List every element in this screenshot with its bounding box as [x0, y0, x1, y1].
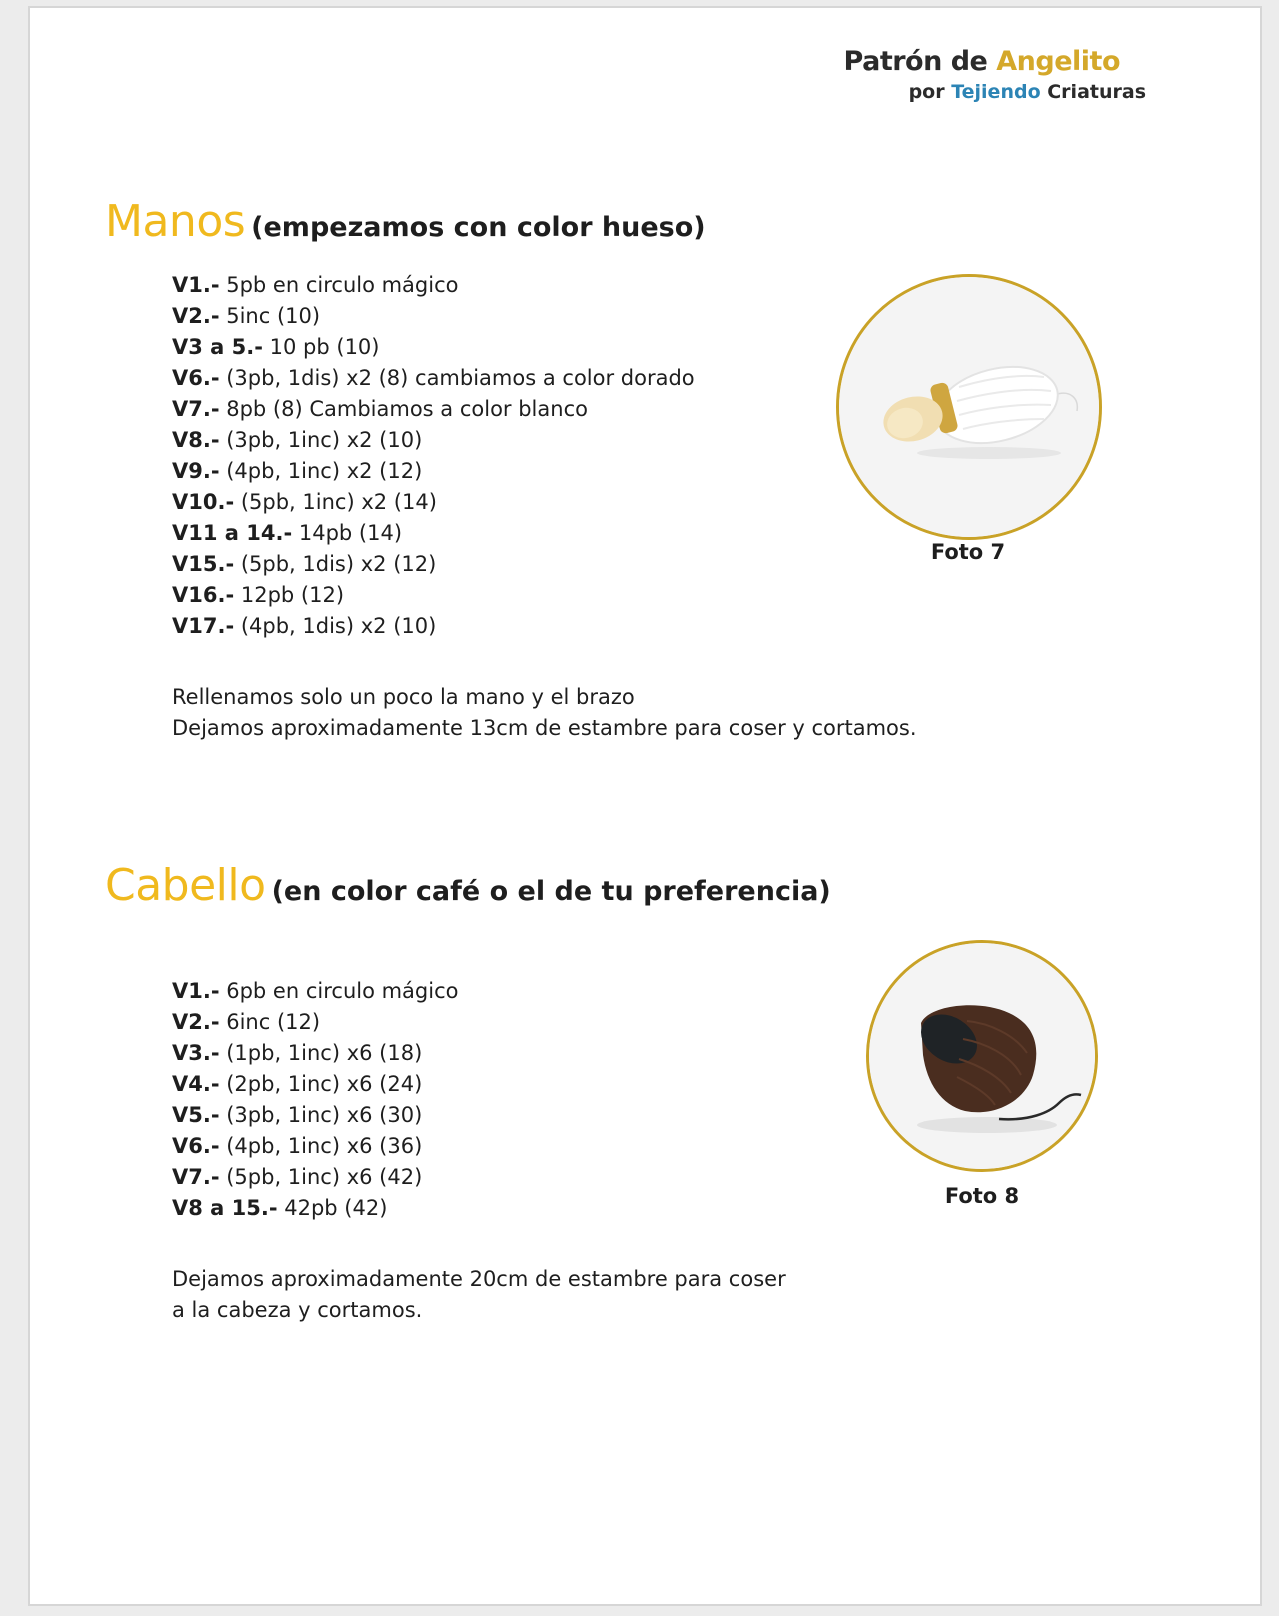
- note-line: Dejamos aproximadamente 13cm de estambre para coser y cortamos.: [172, 716, 917, 740]
- crochet-hand-image: [839, 277, 1099, 537]
- round-item: V8.- (3pb, 1inc) x2 (10): [172, 428, 423, 452]
- section-heading-cabello: [105, 860, 831, 911]
- round-item: V2.- 5inc (10): [172, 304, 321, 328]
- round-item: V9.- (4pb, 1inc) x2 (12): [172, 459, 423, 483]
- brand-subtitle: por Tejiendo Criaturas: [908, 81, 1146, 103]
- section-note: (en color café o el de tu preferencia): [271, 876, 831, 907]
- round-item: V1.- 5pb en circulo mágico: [172, 273, 459, 297]
- round-item: V10.- (5pb, 1inc) x2 (14): [172, 490, 437, 514]
- notes-cabello: [172, 1264, 786, 1326]
- brand-header: [843, 46, 1146, 103]
- round-item: V8 a 15.- 42pb (42): [172, 1196, 388, 1220]
- round-item: V7.- 8pb (8) Cambiamos a color blanco: [172, 397, 588, 421]
- section-note: (empezamos con color hueso): [251, 212, 706, 243]
- round-list-cabello: [172, 976, 459, 1224]
- note-line: Rellenamos solo un poco la mano y el brazo: [172, 685, 635, 709]
- round-item: V6.- (3pb, 1dis) x2 (8) cambiamos a color dorado: [172, 366, 695, 390]
- photo-caption: Foto 7: [930, 540, 1006, 564]
- round-item: V5.- (3pb, 1inc) x6 (30): [172, 1103, 423, 1127]
- crochet-hair-image: [869, 943, 1095, 1169]
- photo-caption: Foto 8: [944, 1184, 1020, 1208]
- notes-manos: [172, 682, 917, 744]
- round-item: V4.- (2pb, 1inc) x6 (24): [172, 1072, 423, 1096]
- round-item: V17.- (4pb, 1dis) x2 (10): [172, 614, 437, 638]
- round-item: V16.- 12pb (12): [172, 583, 345, 607]
- brand-sub-highlight: Tejiendo: [951, 81, 1041, 103]
- brand-title-highlight: Angelito: [996, 46, 1120, 77]
- section-title: Cabello: [105, 860, 266, 911]
- note-line: a la cabeza y cortamos.: [172, 1298, 423, 1322]
- round-item: V11 a 14.- 14pb (14): [172, 521, 403, 545]
- round-item: V1.- 6pb en circulo mágico: [172, 979, 459, 1003]
- round-item: V3.- (1pb, 1inc) x6 (18): [172, 1041, 423, 1065]
- round-item: V6.- (4pb, 1inc) x6 (36): [172, 1134, 423, 1158]
- round-item: V7.- (5pb, 1inc) x6 (42): [172, 1165, 423, 1189]
- photo-hair: [866, 940, 1098, 1172]
- round-item: V2.- 6inc (12): [172, 1010, 321, 1034]
- round-list-manos: [172, 270, 695, 642]
- round-item: V15.- (5pb, 1dis) x2 (12): [172, 552, 437, 576]
- section-heading-manos: [105, 196, 706, 247]
- brand-title: Patrón de Angelito: [843, 46, 1120, 77]
- photo-hand: [836, 274, 1102, 540]
- pattern-page: [28, 6, 1262, 1606]
- section-title: Manos: [105, 196, 246, 247]
- round-item: V3 a 5.- 10 pb (10): [172, 335, 380, 359]
- note-line: Dejamos aproximadamente 20cm de estambre para coser: [172, 1267, 786, 1291]
